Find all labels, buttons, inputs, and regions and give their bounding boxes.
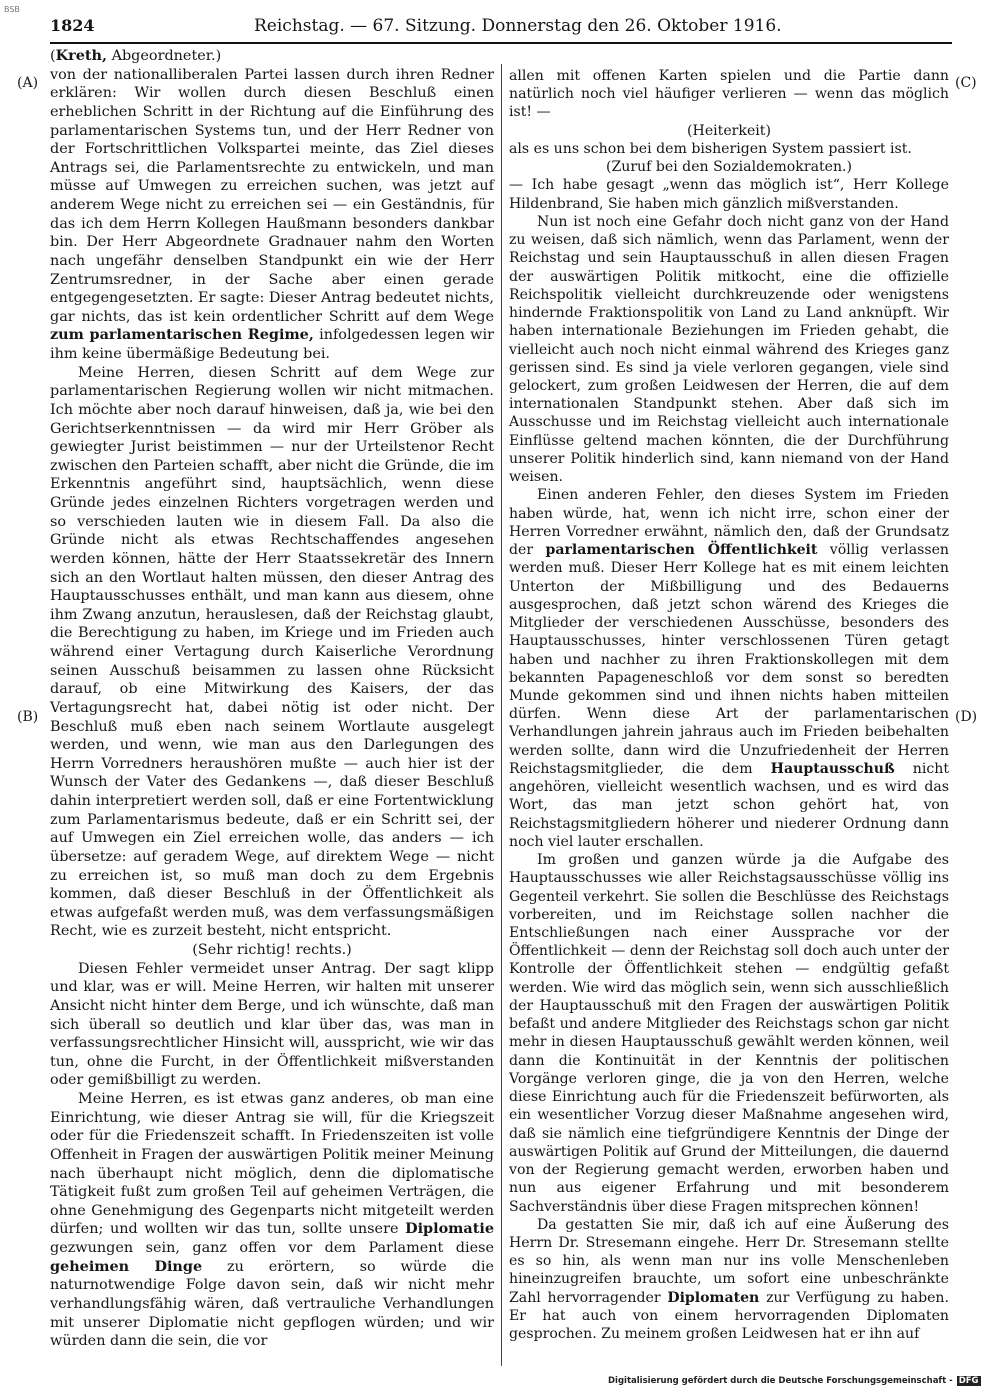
paragraph: Nun ist noch eine Gefahr doch nicht ganz von der Hand zu weisen, daß sich nämlich, wenn das Parlament, wenn der Reichstag und sein Hauptausschuß in allen diesen Fragen der auswärtigen Politik mitkocht, eine die offizielle Reichspolitik vielleicht durchkreuzende oder wenigstens hindernde Fraktionspolitik von Land zu Land anknüpft. Wir haben internationale Beziehungen im Frieden gehabt, die vielleicht auch noch nicht einmal während des Krieges ganz gerissen sind. Es sind ja viele verloren gegangen, viele sind gelockert, zum großen Leidwesen der Herren, die auf dem internationalen Standpunkt stehen. Aber daß sich im Ausschusse und im Reichstag vielleicht auch internationale Einflüsse geltend machen könnten, die der Durchführung unserer Politik hinderlich sind, kann niemand von der Hand weisen.: [509, 213, 949, 486]
paragraph: [50, 66, 494, 364]
text-run: zu erörtern, so würde die naturnotwendige Folge davon sein, daß wir nicht mehr verhandlungsfähig wären, daß vertrauliche Verhandlungen mit unserer Diplomatie nicht gepflogen würden; und wir würden dann die sein, die vor: [50, 1258, 494, 1350]
margin-marker-d: (D): [955, 709, 978, 725]
credit-text: Digitalisierung gefördert durch die Deutsche Forschungsgemeinschaft -: [608, 1376, 953, 1386]
paragraph: Diesen Fehler vermeidet unser Antrag. Der sagt klipp und klar, was er will. Meine Herren, wir halten mit unserer Ansicht nicht hinter dem Berge, und ich wünschte, daß man sich überall so deutlich und klar über das, was man in verfassungsrechtlicher Hinsicht will, ausspricht, wie wir das tun, ohne die Furcht, in der Öffentlichkeit mißverstanden oder gemißbilligt zu werden.: [50, 960, 494, 1089]
text-run: nicht angehören, vielleicht wesentlich wachsen, und es wird das Wort, das man jetzt schon gehört hat, von Reichstagsmitgliedern höherer und niederer Ordnung dann noch viel lauter erschallen.: [509, 760, 949, 850]
text-run: Meine Herren, es ist etwas ganz anderes, ob man eine Einrichtung, wie dieser Antrag sie will, für die Kriegszeit oder für die Friedenszeit schafft. In Friedenszeiten ist volle Offenheit in Fragen der auswärtigen Politik meiner Meinung nach überhaupt nicht möglich, denn die diplomatische Tätigkeit fußt zum großen Teil auf geheimen Verträgen, die ohne Genehmigung des Gegenparts nicht mitgeteilt werden dürfen; und wollten wir das tun, sollte unsere: [50, 1091, 494, 1238]
paragraph: allen mit offenen Karten spielen und die Partie dann natürlich noch viel häufiger verlieren — wenn das möglich ist! —: [509, 68, 949, 121]
emphasis: zum parlamentarischen Regime,: [50, 326, 314, 344]
emphasis: geheimen Dinge: [50, 1257, 203, 1275]
speaker-name: Kreth,: [55, 47, 107, 64]
right-column: [509, 67, 949, 1343]
text-run: Da gestatten Sie mir, daß ich auf eine Äußerung des Herrn Dr. Stresemann eingehe. Herr Dr. Stresemann stellte es so hin, als wenn man nur ins volle Menschenleben hineinzugreifen brauchte, um sofort eine unbeschränkte Zahl hervorragender: [509, 1216, 949, 1306]
emphasis: parlamentarischen Öffentlichkeit: [545, 542, 818, 559]
text-run: zur Verfügung zu haben. Er hat auch von einem hervorragenden Diplomaten gesprochen. Zu meinem großen Leidwesen hat er ihn auf: [509, 1289, 949, 1343]
header-rule: [50, 42, 952, 44]
running-title: Reichstag. — 67. Sitzung. Donnerstag den 26. Oktober 1916.: [254, 16, 782, 36]
margin-marker-b: (B): [17, 709, 39, 725]
dfg-logo: DFG: [958, 1376, 979, 1386]
paragraph: Im großen und ganzen würde ja die Aufgabe des Hauptausschusses wie aller Reichstagsausschüsse völlig ins Gegenteil verkehrt. Sie sollen die Beschlüsse des Reichstags vorbereiten, und im Reichstage sollen nachher die Entschließungen nach einer Aussprache vor der Öffentlichkeit — denn der Reichstag soll doch auch unter der Kontrolle der Öffentlichkeit stehen — endgültig gefaßt werden. Wie wird das möglich sein, wenn sich ausschließlich der Hauptausschuß mit den Fragen der auswärtigen Politik befaßt und andere Mitglieder des Reichstags schon gar nicht mehr in diesen Hauptausschuß gewählt werden können, weil dann die Kontinuität in der Kenntnis der politischen Vorgänge verloren ginge, die ja von den Herren, welche diese Einrichtung auch für die Friedenszeit befürworten, als ein wesentlicher Vorzug dieser Maßnahme angesehen wird, daß sie nämlich eine tiefgründigere Kenntnis der Dinge der auswärtigen Politik auf Grund der Mitteilungen, die dauernd von der Regierung gemacht werden, erworben haben und nun aus eigener Erfahrung und mit besonderem Sachverständnis über diese Fragen mitsprechen können!: [509, 852, 949, 1215]
page-header: [50, 14, 950, 44]
text-run: Einen anderen Fehler, den dieses System im Frieden haben würde, hat, wenn ich nicht irre, schon einer der Herren Vorredner erwähnt, nämlich den, daß der Grundsatz der: [509, 487, 949, 559]
interjection: (Zuruf bei den Sozialdemokraten.): [605, 159, 853, 176]
paragraph: [509, 486, 949, 851]
digitization-credit: [608, 1376, 981, 1386]
emphasis: Hauptausschuß: [770, 760, 895, 777]
paragraph: [50, 1090, 494, 1351]
text-run: gezwungen sein, ganz offen vor dem Parlament diese: [50, 1240, 494, 1256]
margin-marker-a: (A): [17, 75, 39, 91]
paragraph: als es uns schon bei dem bisherigen System passiert ist.: [509, 140, 912, 157]
emphasis: Diplomatie: [405, 1220, 494, 1238]
text-run: völlig verlassen werden muß. Dieser Herr Kollege hat es mit einem leichten Unterton der Mißbilligung und des Bedauerns ausgesprochen, daß jetzt schon wärend des Krieges die Mitglieder der verschiedenen Ausschüsse, besonders des Hauptausschusses, hinter verschlossenen Türen getagt haben und nachher zu ihren Fraktionskollegen mit dem bekannten Papageneschloß vor dem sonst so beredten Munde gekommen sind und ihnen nichts haben mitteilen dürfen. Wenn diese Art der parlamentarischen Verhandlungen jahrein jahraus auch im Frieden beibehalten werden sollte, dann wird die Unzufriedenheit der Herren Reichstagsmitglieder, die dem: [509, 542, 949, 777]
speaker-role: Abgeordneter.): [107, 48, 222, 64]
left-column: [50, 47, 494, 1351]
text-run: infolgedessen legen wir ihm keine übermäßige Bedeutung bei.: [50, 327, 494, 362]
interjection: (Sehr richtig! rechts.): [192, 942, 352, 958]
page-number: 1824: [50, 16, 95, 35]
paragraph: — Ich habe gesagt „wenn das möglich ist“, Herr Kollege Hildenbrand, Sie haben mich gänzlich mißverstanden.: [509, 177, 949, 212]
paragraph: [509, 1216, 949, 1344]
column-divider: [501, 64, 502, 1366]
interjection: (Heiterkeit): [687, 122, 771, 139]
library-stamp: BSB: [4, 5, 20, 14]
speaker-line: (Kreth, Abgeordneter.): [50, 47, 222, 64]
margin-marker-c: (C): [955, 75, 977, 91]
emphasis: Diplomaten: [667, 1289, 760, 1306]
text-run: von der nationalliberalen Partei lassen durch ihren Redner erklären: Wir wollen durch diesen Beschluß einen erheblichen Schritt in der Richtung auf die Einführung des parlamentarischen Systems tun, und der Herr Redner von der Fortschrittlichen Volkspartei meinte, das Ziel dieses Antrags sei, die Parlamentsrechte zu entwickeln, und man müsse auf Umwegen zu erreichen suchen, was jetzt auf anderem Wege nicht zu erreichen sei — ein Geständnis, für das ich dem Herrn Kollegen Haußmann besonders dankbar bin. Der Herr Abgeordnete Gradnauer nahm den Worten nach ungefähr denselben Standpunkt ein wie der Herr Zentrumsredner, in der Sache aber einen gerade entgegengesetzten. Er sagte: Dieser Antrag bedeutet nichts, gar nichts, das ist kein ordentlicher Schritt auf dem Wege: [50, 66, 494, 325]
paragraph: Meine Herren, diesen Schritt auf dem Wege zur parlamentarischen Regierung wollen wir nicht mitmachen. Ich möchte aber noch darauf hinweisen, daß ja, wie bei den Gerichtserkenntnissen — da wird mir Herr Gröber als gewiegter Jurist beistimmen — nur der Urteilstenor Recht zwischen den Parteien schafft, aber nicht die Gründe, die im Erkenntnis angeführt sind, hauptsächlich, wenn diese Gründe jedes einzelnen Richters vorgetragen werden und so verschieden lauten wie in diesem Fall. Da also die Gründe nicht als etwas Rechtschaffendes angesehen werden können, hätte der Herr Staatssekretär des Innern sich an den Wortlaut halten müssen, den dieser Antrag des Hauptausschusses enthält, und man kann aus diesem, ohne ihm Zwang anzutun, herauslesen, daß der Reichstag glaubt, die Berechtigung zu haben, im Kriege und im Frieden auch während einer Vertagung durch Kaiserliche Verordnung seinen Ausschuß beisammen zu lassen ohne Rücksicht darauf, ob eine Mitwirkung des Kaisers, der das Vertagungsrecht hat, dabei nötig ist oder nicht. Der Beschluß muß eben nach seinem Wortlaute ausgelegt werden, und wenn, wie man aus den Darlegungen des Herrn Vorredners heraushören mußte — auch hier ist der Wunsch der Vater des Gedankens —, daß dieser Beschluß dahin interpretiert werden soll, daß er eine Fortentwicklung zum Parlamentarismus bedeute, daß er ein Schritt sei, der auf Umwegen ein Ziel erreichen wolle, das anders — ich übersetze: auf geradem Wege, auf direktem Wege — nicht zu erreichen ist, so muß man doch zu dem Ergebnis kommen, daß dieser Beschluß in der Öffentlichkeit als etwas aufgefaßt werden muß, was dem verfassungsmäßigen Recht, wie es zurzeit besteht, nicht entspricht.: [50, 364, 494, 940]
